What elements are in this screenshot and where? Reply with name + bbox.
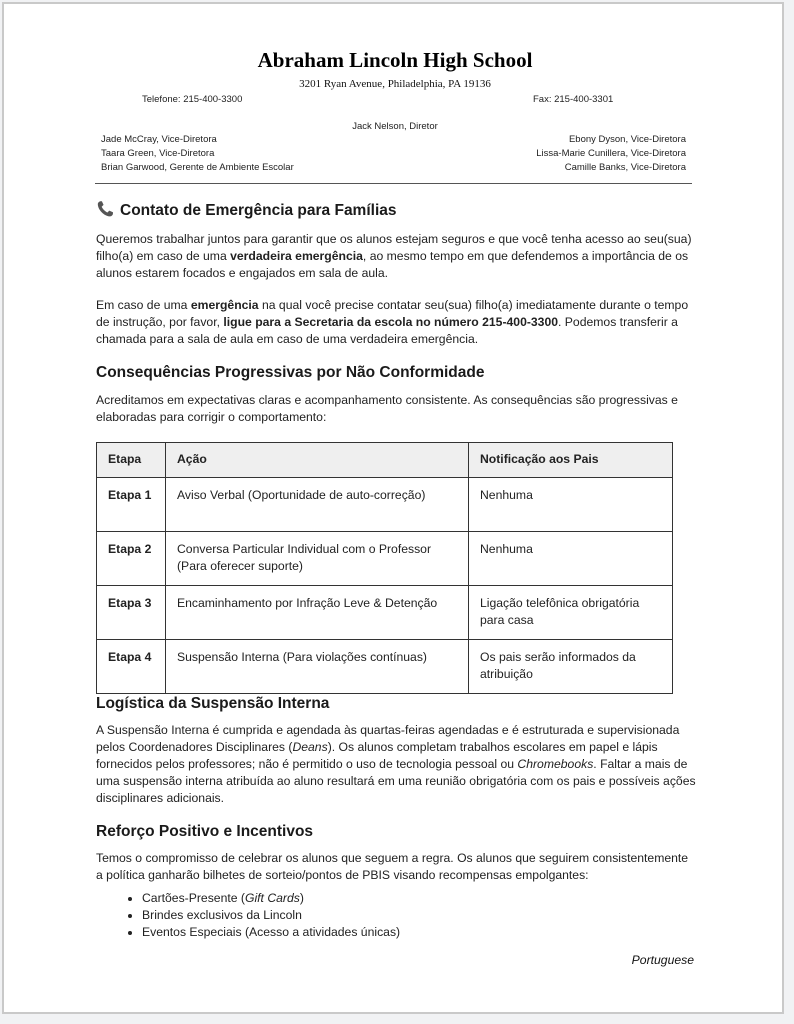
emergency-paragraph-2: [96, 297, 696, 348]
header-divider: [95, 183, 692, 184]
notification-cell: Ligação telefônica obrigatória para casa: [469, 586, 673, 640]
emergency-heading-text: Contato de Emergência para Famílias: [120, 202, 397, 219]
step-cell: Etapa 2: [97, 532, 166, 586]
table-row: [97, 640, 673, 694]
phone-number: Telefone: 215-400-3300: [142, 94, 243, 105]
text: ). Os alunos completam trabalhos escolares em papel e lápis fornecidos pelos professores; não é permitido o uso de tecnologia pessoal ou: [96, 740, 658, 771]
step-cell: Etapa 1: [97, 478, 166, 532]
text: , ao mesmo tempo em que defendemos a importância de os alunos estarem focados e engajados em sala de aula.: [96, 249, 689, 280]
fax-number: Fax: 215-400-3301: [533, 94, 614, 105]
text: Cartões-Presente (: [142, 891, 245, 905]
staff-member: Camille Banks, Vice-Diretora: [564, 162, 686, 173]
rewards-intro: Temos o compromisso de celebrar os alunos que seguem a regra. Os alunos que seguirem consistentemente a política ganharão bilhetes de sorteio/pontos de PBIS visando recompensas empolgantes:: [96, 851, 689, 882]
table-row: [97, 478, 673, 532]
notification-cell: Nenhuma: [469, 532, 673, 586]
step-cell: Etapa 4: [97, 640, 166, 694]
emergency-heading: [96, 200, 696, 221]
column-header-step: Etapa: [97, 443, 166, 478]
column-header-action: Ação: [166, 443, 469, 478]
text: ): [299, 891, 304, 905]
action-cell: Suspensão Interna (Para violações contínuas): [166, 640, 469, 694]
column-header-notification: Notificação aos Pais: [469, 443, 673, 478]
text: . Faltar a mais de uma suspensão interna atribuída ao aluno resultará em uma reunião obrigatória com os pais e possíveis ações disciplinares adicionais.: [96, 757, 696, 805]
list-item: • Eventos Especiais (Acesso a atividades únicas): [142, 924, 696, 941]
notification-cell: Nenhuma: [469, 478, 673, 532]
bold-text: verdadeira emergência: [230, 249, 363, 263]
logistics-heading: Logística da Suspensão Interna: [96, 695, 330, 712]
document-body: [96, 200, 696, 941]
action-cell: Aviso Verbal (Oportunidade de auto-correção): [166, 478, 469, 532]
list-item: [142, 890, 696, 907]
italic-text: Gift Cards: [244, 891, 300, 905]
text: Em caso de uma: [96, 298, 191, 312]
italic-text: Chromebooks: [517, 757, 594, 771]
step-cell: Etapa 3: [97, 586, 166, 640]
action-cell: Encaminhamento por Infração Leve & Detenção: [166, 586, 469, 640]
language-label: Portuguese: [631, 953, 694, 967]
notification-cell: Os pais serão informados da atribuição: [469, 640, 673, 694]
staff-member: Brian Garwood, Gerente de Ambiente Escolar: [101, 162, 294, 173]
rewards-heading: Reforço Positivo e Incentivos: [96, 823, 314, 840]
text: na qual você precise contatar seu(sua) filho(a) imediatamente durante o tempo de instrução, por favor,: [96, 298, 689, 329]
italic-text: Deans: [292, 740, 328, 754]
director-name: Jack Nelson, Diretor: [352, 121, 438, 132]
staff-member: Lissa-Marie Cunillera, Vice-Diretora: [536, 148, 686, 159]
staff-member: Taara Green, Vice-Diretora: [101, 148, 215, 159]
logistics-paragraph: [96, 722, 696, 807]
text: Queremos trabalhar juntos para garantir que os alunos estejam seguros e que você tenha acesso ao seu(sua) filho(a) em caso de uma: [96, 232, 692, 263]
school-name: Abraham Lincoln High School: [257, 48, 533, 72]
school-address: 3201 Ryan Avenue, Philadelphia, PA 19136: [299, 78, 491, 90]
office-phone-instruction: ligue para a Secretaria da escola no número 215-400-3300: [223, 315, 559, 329]
consequences-table: [96, 442, 673, 694]
staff-list-left: [101, 133, 294, 175]
text: A Suspensão Interna é cumprida e agendada às quartas-feiras agendadas e é estruturada e supervisionada pelos Coordenadores Disciplinares (: [96, 723, 680, 754]
text: . Podemos transferir a chamada para a sala de aula em caso de uma verdadeira emergência.: [96, 315, 678, 346]
table-row: [97, 586, 673, 640]
staff-member: Jade McCray, Vice-Diretora: [101, 134, 217, 145]
phone-icon: [96, 200, 116, 218]
list-item: • Brindes exclusivos da Lincoln: [142, 907, 696, 924]
action-cell: Conversa Particular Individual com o Professor (Para oferecer suporte): [166, 532, 469, 586]
staff-list-right: [536, 133, 686, 175]
table-row: [97, 532, 673, 586]
staff-member: Ebony Dyson, Vice-Diretora: [568, 134, 686, 145]
consequences-heading: Consequências Progressivas por Não Conformidade: [96, 364, 485, 381]
table-header-row: [97, 443, 673, 478]
emergency-paragraph-1: [96, 231, 696, 282]
rewards-list: [96, 890, 696, 941]
bold-text: emergência: [190, 298, 259, 312]
consequences-intro: Acreditamos em expectativas claras e acompanhamento consistente. As consequências são progressivas e elaboradas para corrigir o comportamento:: [96, 393, 678, 424]
